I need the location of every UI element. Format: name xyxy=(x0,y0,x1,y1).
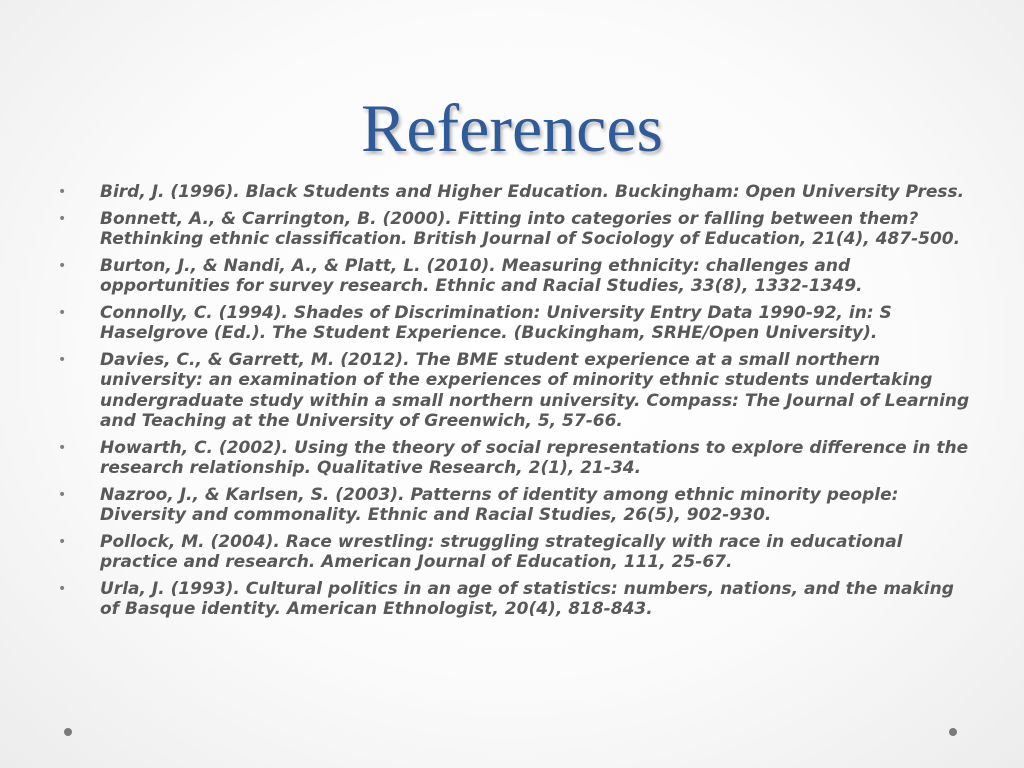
decorative-dot-right xyxy=(949,728,957,736)
bullet-icon: • xyxy=(58,351,67,368)
reference-text: Davies, C., & Garrett, M. (2012). The BME student experience at a small northern university: an examination of the experiences of minority ethnic students undertaking undergraduate study within a small northern university. Compass: The Journal of Learning and Teaching at the University of Greenwich, 5, 57-66. xyxy=(100,349,970,431)
reference-text: Nazroo, J., & Karlsen, S. (2003). Patterns of identity among ethnic minority people: Diversity and commonality. Ethnic and Racial Studies, 26(5), 902-930. xyxy=(100,484,899,525)
reference-text: Howarth, C. (2002). Using the theory of social representations to explore difference in the research relationship. Qualitative Research, 2(1), 21-34. xyxy=(100,437,969,478)
reference-text: Bird, J. (1996). Black Students and Higher Education. Buckingham: Open University Press. xyxy=(100,182,965,202)
reference-item xyxy=(58,256,978,297)
reference-item xyxy=(58,303,978,344)
reference-item xyxy=(58,350,978,432)
reference-item xyxy=(58,532,978,573)
bullet-icon: • xyxy=(58,304,67,321)
bullet-icon: • xyxy=(58,533,67,550)
bullet-icon: • xyxy=(58,486,67,503)
reference-text: Bonnett, A., & Carrington, B. (2000). Fitting into categories or falling between them? Rethinking ethnic classification. British Journal of Sociology of Education, 21(4), 487-500. xyxy=(100,208,961,249)
bullet-icon: • xyxy=(58,257,67,274)
reference-text: Burton, J., & Nandi, A., & Platt, L. (2010). Measuring ethnicity: challenges and opportunities for survey research. Ethnic and Racial Studies, 33(8), 1332-1349. xyxy=(100,255,863,296)
reference-item xyxy=(58,485,978,526)
reference-text: Pollock, M. (2004). Race wrestling: struggling strategically with race in educational practice and research. American Journal of Education, 111, 25-67. xyxy=(100,531,903,572)
reference-list xyxy=(58,182,978,626)
bullet-icon: • xyxy=(58,210,67,227)
bullet-icon: • xyxy=(58,580,67,597)
reference-item xyxy=(58,579,978,620)
bullet-icon: • xyxy=(58,184,67,200)
decorative-dot-left xyxy=(64,728,72,736)
reference-item xyxy=(58,182,978,203)
reference-item xyxy=(58,438,978,479)
bullet-icon: • xyxy=(58,439,67,456)
reference-text: Connolly, C. (1994). Shades of Discrimination: University Entry Data 1990-92, in: S Haselgrove (Ed.). The Student Experience. (Buckingham, SRHE/Open University). xyxy=(100,302,892,343)
reference-item xyxy=(58,209,978,250)
slide-title: References xyxy=(360,90,663,166)
reference-text: Urla, J. (1993). Cultural politics in an age of statistics: numbers, nations, and the making of Basque identity. American Ethnologist, 20(4), 818-843. xyxy=(100,578,954,619)
